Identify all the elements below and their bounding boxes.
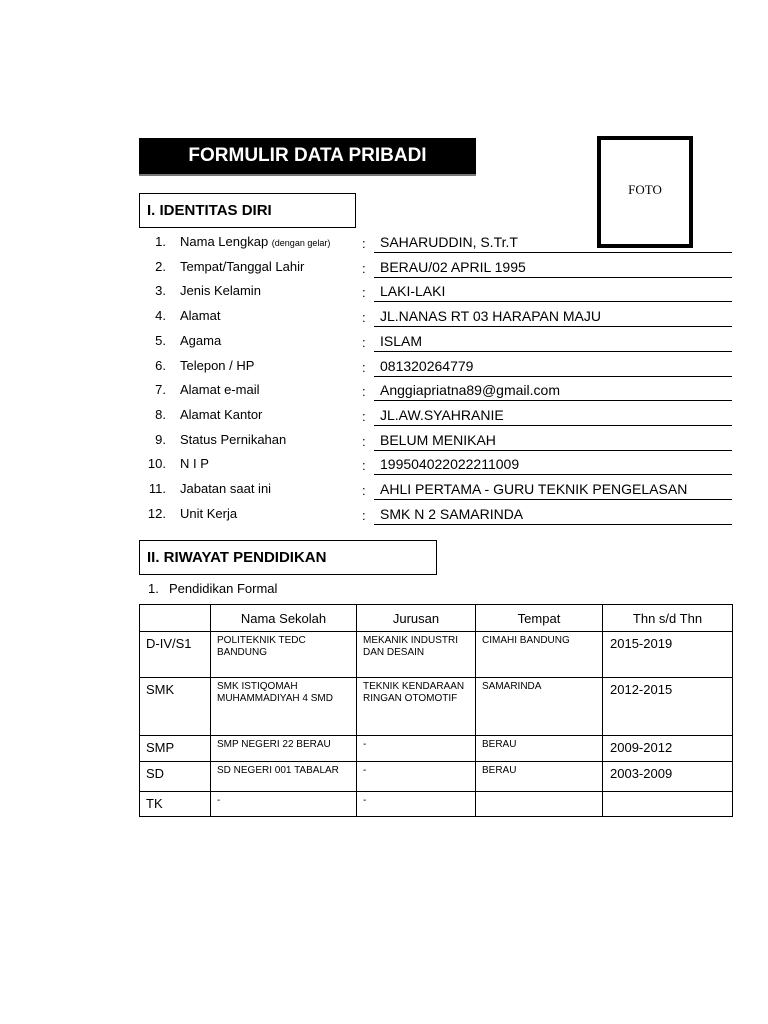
header-place: Tempat — [476, 605, 603, 632]
identity-row-colon: : — [362, 384, 366, 399]
identity-row-colon: : — [362, 434, 366, 449]
education-years-cell: 2012-2015 — [603, 678, 733, 736]
identity-row-number: 7. — [155, 382, 166, 397]
table-row — [140, 762, 733, 792]
education-school-cell: POLITEKNIK TEDC BANDUNG — [211, 632, 357, 678]
header-school: Nama Sekolah — [211, 605, 357, 632]
table-row — [140, 792, 733, 817]
identity-row-value: Anggiapriatna89@gmail.com — [374, 382, 732, 401]
identity-row-number: 11. — [148, 481, 166, 496]
education-major-cell: MEKANIK INDUSTRI DAN DESAIN — [357, 632, 476, 678]
identity-row-number: 2. — [155, 259, 166, 274]
identity-row-colon: : — [362, 360, 366, 375]
header-major: Jurusan — [357, 605, 476, 632]
identity-row-colon: : — [362, 483, 366, 498]
identity-row-colon: : — [362, 335, 366, 350]
identity-row-value: LAKI-LAKI — [374, 283, 732, 302]
identity-row-value: 199504022022211009 — [374, 456, 732, 475]
identity-row — [0, 432, 768, 456]
table-row — [140, 678, 733, 736]
identity-row-value: JL.NANAS RT 03 HARAPAN MAJU — [374, 308, 732, 327]
photo-label: FOTO — [628, 182, 662, 197]
identity-row-label — [180, 358, 254, 373]
identity-row — [0, 234, 768, 258]
identity-row — [0, 456, 768, 480]
education-subtitle-number: 1. — [148, 581, 159, 596]
identity-row-number: 5. — [155, 333, 166, 348]
identity-row-label-text: Agama — [180, 333, 222, 348]
identity-row-number: 8. — [155, 407, 166, 422]
identity-row-label-note: (dengan gelar) — [271, 238, 331, 248]
identity-row-value: 081320264779 — [374, 358, 732, 377]
identity-row — [0, 283, 768, 307]
identity-row-label-text: Nama Lengkap — [180, 234, 269, 249]
identity-row-label-text: Alamat Kantor — [180, 407, 263, 422]
identity-row-number: 1. — [155, 234, 166, 249]
identity-row-label — [180, 481, 271, 496]
identity-row-label — [180, 308, 220, 323]
identity-row-colon: : — [362, 409, 366, 424]
education-years-cell: 2015-2019 — [603, 632, 733, 678]
identity-row-colon: : — [362, 285, 366, 300]
education-years-cell: 2009-2012 — [603, 736, 733, 762]
identity-row-label — [180, 456, 209, 471]
identity-row-colon: : — [362, 236, 366, 251]
identity-row-label — [180, 234, 330, 249]
education-level-cell: D-IV/S1 — [140, 632, 211, 678]
identity-row-colon: : — [362, 310, 366, 325]
identity-row-value: SMK N 2 SAMARINDA — [374, 506, 732, 525]
identity-row-value: JL.AW.SYAHRANIE — [374, 407, 732, 426]
education-level-cell: TK — [140, 792, 211, 817]
identity-row-number: 9. — [155, 432, 166, 447]
identity-row-label — [180, 407, 262, 422]
education-place-cell: SAMARINDA — [476, 678, 603, 736]
identity-row-value: BERAU/02 APRIL 1995 — [374, 259, 732, 278]
education-major-cell: - — [357, 762, 476, 792]
education-school-cell: SD NEGERI 001 TABALAR — [211, 762, 357, 792]
identity-row-colon: : — [362, 508, 366, 523]
form-title: FORMULIR DATA PRIBADI — [139, 138, 476, 176]
education-table-header — [140, 605, 733, 632]
identity-row-number: 10. — [147, 456, 166, 471]
table-row — [140, 736, 733, 762]
identity-row-label — [180, 283, 261, 298]
identity-row — [0, 382, 768, 406]
education-years-cell — [603, 792, 733, 817]
identity-row-value: BELUM MENIKAH — [374, 432, 732, 451]
education-level-cell: SD — [140, 762, 211, 792]
identity-row-value: SAHARUDDIN, S.Tr.T — [374, 234, 732, 253]
identity-row-label-text: Status Pernikahan — [180, 432, 287, 447]
education-place-cell — [476, 792, 603, 817]
identity-row-value: ISLAM — [374, 333, 732, 352]
education-years-cell: 2003-2009 — [603, 762, 733, 792]
identity-row — [0, 481, 768, 505]
section-education-title: II. RIWAYAT PENDIDIKAN — [139, 540, 437, 575]
identity-row-colon: : — [362, 261, 366, 276]
identity-row — [0, 259, 768, 283]
education-subtitle-text: Pendidikan Formal — [169, 581, 278, 596]
education-level-cell: SMP — [140, 736, 211, 762]
identity-row-colon: : — [362, 458, 366, 473]
identity-row — [0, 407, 768, 431]
identity-row-number: 4. — [155, 308, 166, 323]
identity-row-label-text: Jenis Kelamin — [180, 283, 261, 298]
education-place-cell: BERAU — [476, 762, 603, 792]
education-major-cell: - — [357, 736, 476, 762]
identity-row-label — [180, 506, 237, 521]
identity-row-value: AHLI PERTAMA - GURU TEKNIK PENGELASAN — [374, 481, 732, 500]
section-identity-title: I. IDENTITAS DIRI — [139, 193, 356, 228]
header-level — [140, 605, 211, 632]
identity-row-label-text: Tempat/Tanggal Lahir — [180, 259, 305, 274]
education-school-cell: SMK ISTIQOMAH MUHAMMADIYAH 4 SMD — [211, 678, 357, 736]
identity-row-label-text: Alamat — [180, 308, 221, 323]
education-major-cell: - — [357, 792, 476, 817]
identity-row-label — [180, 382, 259, 397]
education-major-cell: TEKNIK KENDARAAN RINGAN OTOMOTIF — [357, 678, 476, 736]
identity-row-label-text: N I P — [180, 456, 209, 471]
identity-row-number: 3. — [155, 283, 166, 298]
identity-row-label — [180, 432, 286, 447]
education-school-cell: - — [211, 792, 357, 817]
identity-row-number: 6. — [155, 358, 166, 373]
education-place-cell: CIMAHI BANDUNG — [476, 632, 603, 678]
education-level-cell: SMK — [140, 678, 211, 736]
education-place-cell: BERAU — [476, 736, 603, 762]
identity-row — [0, 333, 768, 357]
identity-row-label-text: Jabatan saat ini — [180, 481, 272, 496]
education-table — [139, 604, 733, 817]
photo-placeholder — [597, 136, 693, 248]
table-row — [140, 632, 733, 678]
identity-row-label — [180, 333, 221, 348]
identity-row — [0, 506, 768, 530]
identity-row-label-text: Telepon / HP — [180, 358, 255, 373]
identity-row-label-text: Unit Kerja — [180, 506, 238, 521]
education-subtitle — [148, 581, 277, 596]
identity-row — [0, 358, 768, 382]
education-school-cell: SMP NEGERI 22 BERAU — [211, 736, 357, 762]
identity-row-label — [180, 259, 304, 274]
header-years: Thn s/d Thn — [603, 605, 733, 632]
identity-row — [0, 308, 768, 332]
identity-row-label-text: Alamat e-mail — [180, 382, 260, 397]
identity-row-number: 12. — [147, 506, 166, 521]
